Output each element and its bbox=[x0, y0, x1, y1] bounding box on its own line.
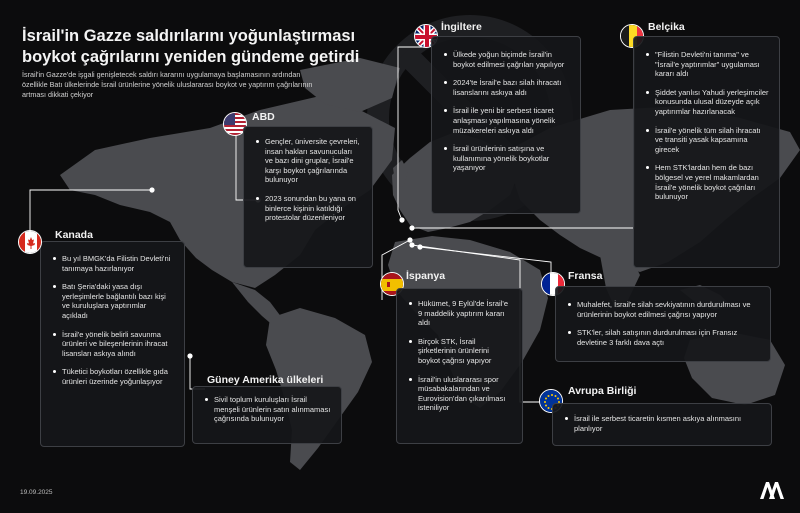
country-title-belcika: Belçika bbox=[648, 21, 685, 33]
panel-avrupa-birligi-list bbox=[565, 414, 761, 433]
panel-fransa bbox=[555, 286, 771, 362]
panel-guney-amerika bbox=[192, 386, 342, 444]
panel-kanada bbox=[40, 241, 185, 447]
list-item: Tüketici boykotları özellikle gıda ürünleri üzerinde yoğunlaşıyor bbox=[53, 367, 174, 386]
list-item: İsrail'e yönelik belirli savunma ürünleri ve bileşenlerinin ihracat lisansları askıya alındı bbox=[53, 330, 174, 359]
list-item: İsrail'e yönelik tüm silah ihracatı ve transiti yasak kapsamına girecek bbox=[646, 126, 769, 155]
country-title-kanada: Kanada bbox=[55, 229, 93, 241]
list-item: 2024'te İsrail'e bazı silah ihracatı lisanslarını askıya aldı bbox=[444, 78, 570, 97]
panel-abd bbox=[243, 126, 373, 268]
panel-belcika-list bbox=[646, 50, 769, 202]
country-title-fransa: Fransa bbox=[568, 270, 603, 282]
panel-kanada-list bbox=[53, 254, 174, 387]
list-item: İsrail ürünlerinin satışına ve kullanımına yönelik boykotlar yaşanıyor bbox=[444, 144, 570, 173]
list-item: Hükümet, 9 Eylül'de İsrail'e 9 maddelik yaptırım kararı aldı bbox=[409, 299, 512, 328]
panel-ispanya-list bbox=[409, 299, 512, 413]
panel-abd-list bbox=[256, 137, 362, 223]
page-title: İsrail'in Gazze saldırılarını yoğunlaştırması boykot çağrılarını yeniden gündeme getirdi bbox=[22, 27, 360, 66]
list-item: STK'ler, silah satışının durdurulması için Fransız devletine 3 farklı dava açtı bbox=[568, 328, 760, 347]
list-item: Birçok STK, İsrail şirketlerinin ürünlerini boykot çağrısı yapıyor bbox=[409, 337, 512, 366]
country-title-avrupa-birligi: Avrupa Birliği bbox=[568, 385, 637, 397]
list-item: İsrail'in uluslararası spor müsabakalarından ve Eurovision'dan çıkarılması isteniliyor bbox=[409, 375, 512, 413]
list-item: "Filistin Devleti'ni tanıma" ve "İsrail'e yaptırımlar" uygulaması kararı aldı bbox=[646, 50, 769, 79]
panel-guney-amerika-list bbox=[205, 395, 331, 424]
panel-fransa-list bbox=[568, 300, 760, 347]
country-title-abd: ABD bbox=[252, 111, 275, 123]
list-item: 2023 sonundan bu yana on binlerce kişinin katıldığı protestolar düzenleniyor bbox=[256, 194, 362, 223]
aa-logo bbox=[758, 479, 786, 501]
country-title-ingiltere: İngiltere bbox=[441, 21, 482, 33]
list-item: Şiddet yanlısı Yahudi yerleşimciler konusunda ulusal düzeyde açık yaptırımlar hazırlanacak bbox=[646, 88, 769, 117]
list-item: Ülkede yoğun biçimde İsrail'in boykot edilmesi çağrıları yapılıyor bbox=[444, 50, 570, 69]
panel-ingiltere bbox=[431, 36, 581, 214]
panel-ispanya bbox=[396, 288, 523, 444]
publish-date: 19.09.2025 bbox=[20, 489, 53, 496]
country-title-guney-amerika: Güney Amerika ülkeleri bbox=[207, 374, 324, 386]
panel-belcika bbox=[633, 36, 780, 268]
page-subtitle: İsrail'in Gazze'de işgali genişletecek saldırı kararını uygulamaya başlamasının ardından özellikle Batı ülkelerinde İsrail ürünlerine yönelik uluslararası boykot ve yaptırım çağrılarının artması dikkati çekiyor bbox=[22, 70, 313, 99]
panel-ingiltere-list bbox=[444, 50, 570, 173]
canada-flag-icon bbox=[18, 230, 42, 254]
list-item: Batı Şeria'daki yasa dışı yerleşimlerle bağlantılı bazı kişi ve kuruluşlara yaptırımlar açıkladı bbox=[53, 282, 174, 320]
list-item: Gençler, üniversite çevreleri, insan hakları savunucuları ve bazı dini gruplar, İsrail'e karşı boykot çağrılarında bulunuyor bbox=[256, 137, 362, 185]
list-item: Sivil toplum kuruluşları İsrail menşeli ürünlerin satın alınmaması çağrısında bulunuyor bbox=[205, 395, 331, 424]
list-item: İsrail ile yeni bir serbest ticaret anlaşması yapılmasına yönelik müzakereleri askıya aldı bbox=[444, 106, 570, 135]
list-item: Hem STK'lardan hem de bazı bölgesel ve yerel makamlardan İsrail'e yönelik boykot çağrıları bulunuyor bbox=[646, 163, 769, 201]
list-item: Bu yıl BMGK'da Filistin Devleti'ni tanımaya hazırlanıyor bbox=[53, 254, 174, 273]
panel-avrupa-birligi bbox=[552, 403, 772, 446]
list-item: Muhalefet, İsrail'e silah sevkiyatının durdurulması ve ürünlerinin boykot edilmesi çağrısı yapıyor bbox=[568, 300, 760, 319]
country-title-ispanya: İspanya bbox=[406, 270, 446, 282]
list-item: İsrail ile serbest ticaretin kısmen askıya alınmasını planlıyor bbox=[565, 414, 761, 433]
